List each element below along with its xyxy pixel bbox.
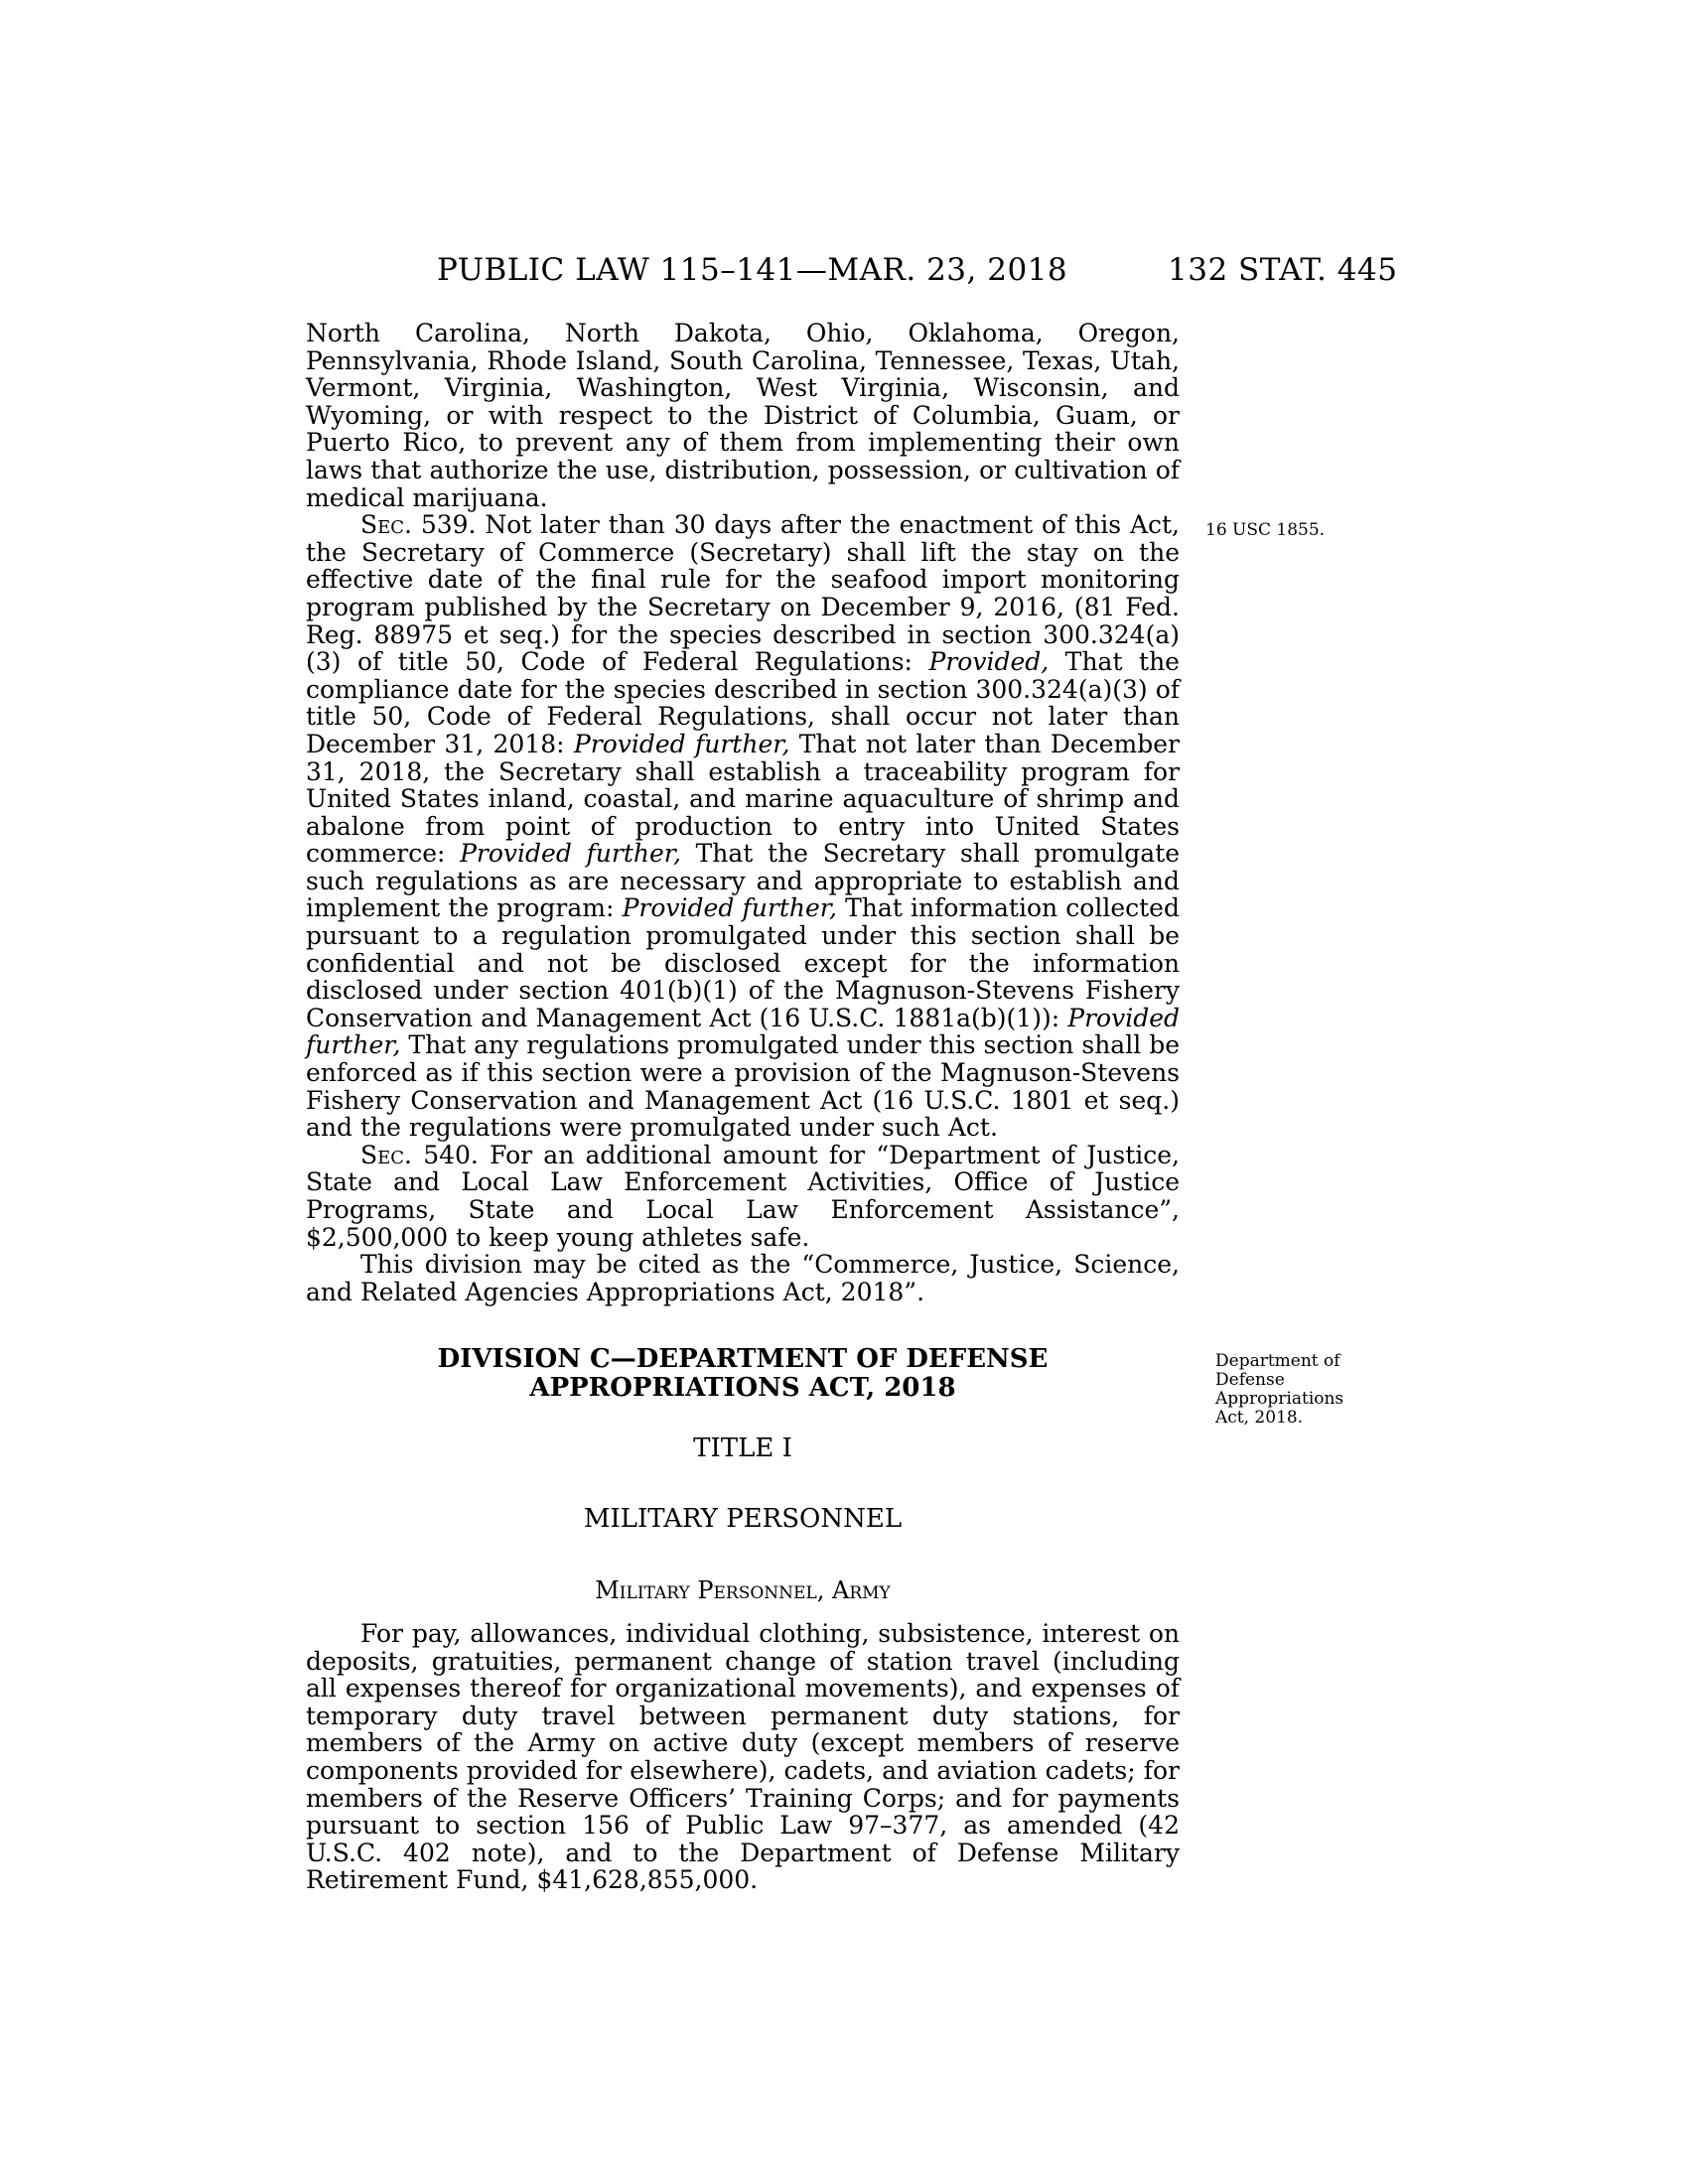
military-personnel-army-heading: Military Personnel, Army: [595, 1576, 891, 1604]
division-heading-line-1: DIVISION C—DEPARTMENT OF DEFENSE: [437, 1344, 1049, 1374]
paragraph-army-pay: For pay, allowances, individual clothing, subsistence, interest on deposits, gratuities, permanent change of station travel (including all expenses thereof for organizational movements), and expenses of temporary duty travel between permanent duty stations, for members of the Army on active duty (except members of reserve components provided for elsewhere), cadets, and aviation cadets; for members of the Reserve Officers’ Training Corps; and for payments pursuant to section 156 of Public Law 97–377, as amended (42 U.S.C. 402 note), and to the Department of Defense Military Retirement Fund, $41,628,855,000.: [306, 1619, 1180, 1895]
division-heading-line-2: APPROPRIATIONS ACT, 2018: [529, 1373, 956, 1403]
margin-note-department: Department of Defense Appropriations Act, 2018.: [1215, 1351, 1344, 1428]
body-text-block: [306, 320, 1180, 1305]
section-label: Sec. 539.: [360, 510, 477, 540]
paragraph-citation: This division may be cited as the “Commerce, Justice, Science, and Related Agencies Appropriations Act, 2018”.: [306, 1250, 1180, 1306]
paragraph-sec-539: Sec. 539. Not later than 30 days after the enactment of this Act, the Secretary of Commerce (Secretary) shall lift the stay on the effective date of the final rule for the seafood import monitoring program published by the Secretary on December 9, 2016, (81 Fed. Reg. 88975 et seq.) for the species described in section 300.324(a)(3) of title 50, Code of Federal Regulations: Provided, That the compliance date for the species described in section 300.324(a)(3) of title 50, Code of Federal Regulations, shall occur not later than December 31, 2018: Provided further, That not later than December 31, 2018, the Secretary shall establish a traceability program for United States inland, coastal, and marine aquaculture of shrimp and abalone from point of production to entry into United States commerce: Provided further, That the Secretary shall promulgate such regulations as are necessary and appropriate to establish and implement the program: Provided further, That information collected pursuant to a regulation promulgated under this section shall be confidential and not be disclosed except for the information disclosed under section 401(b)(1) of the Magnuson-Stevens Fishery Conservation and Management Act (16 U.S.C. 1881a(b)(1)): Provided further, That any regulations promulgated under this section shall be enforced as if this section were a provision of the Magnuson-Stevens Fishery Conservation and Management Act (16 U.S.C. 1801 et seq.) and the regulations were promulgated under such Act.: [306, 510, 1180, 1143]
division-heading: [306, 1345, 1180, 1403]
page-stat-number: 132 STAT. 445: [1168, 252, 1398, 288]
paragraph-state-list: North Carolina, North Dakota, Ohio, Oklahoma, Oregon, Pennsylvania, Rhode Island, South Carolina, Tennessee, Texas, Utah, Vermont, Virginia, Washington, West Virginia, Wisconsin, and Wyoming, or with respect to the District of Columbia, Guam, or Puerto Rico, to prevent any of them from implementing their own laws that authorize the use, distribution, possession, or cultivation of medical marijuana.: [306, 319, 1180, 512]
running-header-title: PUBLIC LAW 115–141—MAR. 23, 2018: [437, 252, 1068, 288]
military-personnel-heading: MILITARY PERSONNEL: [583, 1504, 903, 1534]
army-appropriation-block: [306, 1620, 1180, 1894]
margin-note-usc: 16 USC 1855.: [1205, 520, 1326, 540]
section-label: Sec. 540.: [360, 1140, 479, 1169]
paragraph-sec-540: Sec. 540. For an additional amount for “Department of Justice, State and Local Law Enforcement Activities, Office of Justice Programs, State and Local Law Enforcement Assistance”, $2,500,000 to keep young athletes safe.: [306, 1140, 1180, 1252]
title-heading: TITLE I: [693, 1433, 792, 1463]
